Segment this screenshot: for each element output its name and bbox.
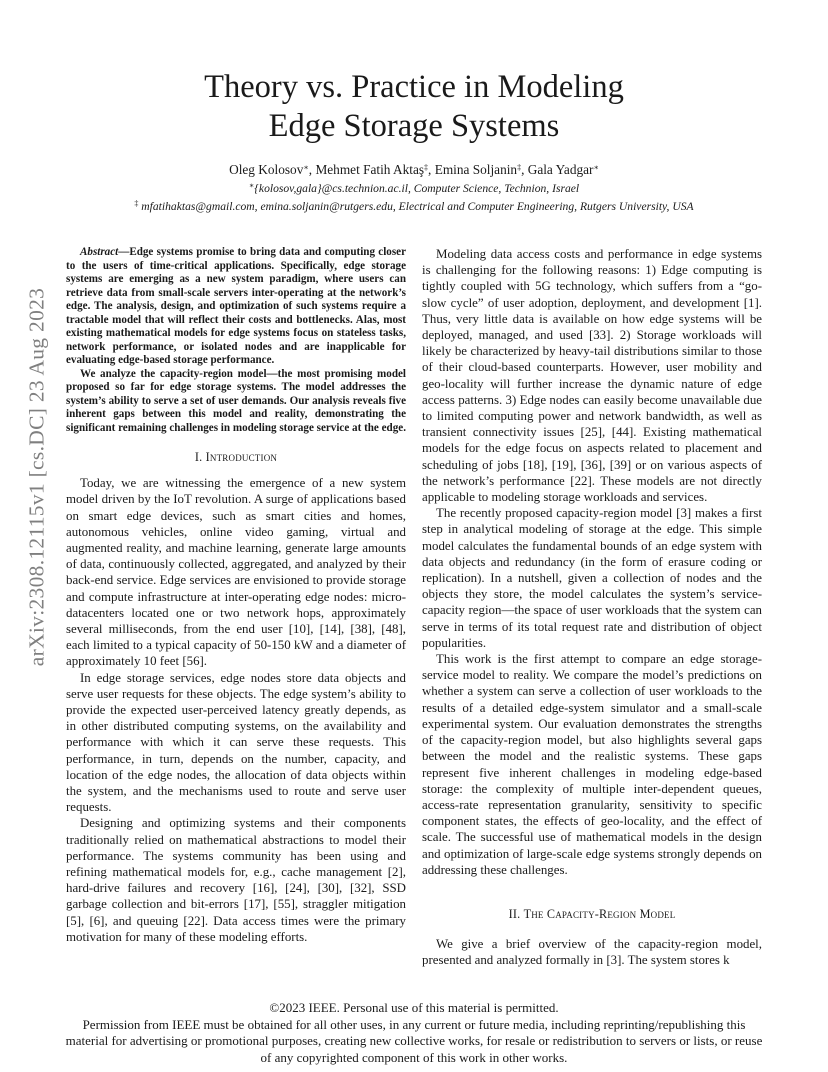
affiliation-mark: ∗ — [248, 181, 255, 190]
author-name: Emina Soljanin — [434, 162, 518, 177]
body-paragraph: Today, we are witnessing the emergence of a new system model driven by the IoT revolution. A surge of applications based on smart edge devices, such as smart cities and homes, autonomous vehicles, online video gaming, virtual and augmented reality, and machine learning, generate large amounts of data, continuously collected, aggregated, and analyzed by their back-end service. Edge services are envisioned to provide storage and compute infrastructure at inter-operating edge nodes: micro-datacenters located one or two network hops, approximately several milliseconds, from the end user [10], [14], [38], [48], each limited to a typical capacity of 50-150 kW and a diameter of approximately 10 feet [56]. — [66, 476, 406, 669]
section-number: I. — [194, 450, 203, 464]
arxiv-id-text: arXiv:2308.12115v1 [cs.DC] 23 Aug 2023 — [24, 287, 49, 667]
author-name: Oleg Kolosov — [229, 162, 304, 177]
permission-notice: Permission from IEEE must be obtained for all other uses, in any current or future media, including reprinting/republishing this material for advertising or promotional purposes, creating new collective works, for resale or redistribution to servers or lists, or reuse of any copyrighted component of this work in other works. — [65, 1016, 763, 1065]
body-paragraph: This work is the first attempt to compare an edge storage-service model to reality. We compare the model’s predictions on whether a system can serve a collection of user workloads to the results of a detailed edge-system simulator and a small-scale experimental system. Our evaluation demonstrates the strengths of the capacity-region model, but also highlights several gaps between the model and the realistic systems. These gaps represent five inherent challenges in modeling edge-based storage: the complexity of multiple inter-dependent queues, access-rate representation granularity, sensitivity to specific component states, the effects of geo-locality, and the effect of scale. The successful use of mathematical models in the design and optimization of large-scale edge systems strongly depends on addressing these challenges. — [422, 652, 762, 877]
right-column — [422, 246, 762, 969]
section-heading-capacity-region-model — [422, 906, 762, 922]
affiliation-mark: ∗ — [593, 163, 599, 172]
arxiv-side-identifier — [22, 282, 52, 672]
abstract — [66, 246, 406, 435]
section-title: Introduction — [205, 450, 278, 464]
body-paragraph: Modeling data access costs and performance in edge systems is challenging for the following reasons: 1) Edge computing is tightly coupled with 5G technology, which suffers from a “go-slow cycle” of user adoption, deployment, and development [1]. Thus, very little data is available on how edge systems will be deployed, managed, and used [33]. 2) Storage workloads will likely be characterized by heavy-tail distributions similar to those of their cloud-based counterparts. However, user mobility and geo-locality will further increase the dynamic nature of edge access patterns. 3) Edge nodes can easily become unavailable due to limited computing power and network bandwidth, as well as transient connectivity issues [25], [44]. Existing mathematical models for the edge focus on aspects related to placement and scheduling of jobs [18], [19], [36], [39] or on various aspects of the network’s performance [22]. These models are not directly applicable to modeling storage workloads and services. — [422, 247, 762, 505]
affiliation-mark: ∗ — [303, 163, 309, 172]
abstract-text-1: —Edge systems promise to bring data and computing closer to the users of time-critical applications. Specifically, edge storage systems are emerging as a new system paradigm, where users can retrieve data from small-scale servers inter-operating at the network’s edge. The analysis, design, and optimization of such systems require a tractable model that will reflect their costs and bottlenecks. Alas, most existing mathematical models for edge systems focus on stateless tasks, network performance, or isolated nodes and are inapplicable for evaluating edge-based storage performance. — [66, 246, 406, 366]
section-title: The Capacity-Region Model — [523, 906, 676, 921]
copyright-line: ©2023 IEEE. Personal use of this material is permitted. — [269, 1000, 559, 1015]
abstract-label: Abstract — [80, 246, 119, 258]
paper-title-line-2: Edge Storage Systems — [268, 108, 560, 144]
author-name: Gala Yadgar — [527, 162, 594, 177]
affiliation-line-2 — [0, 199, 828, 213]
left-column — [66, 246, 406, 945]
body-paragraph: Designing and optimizing systems and their components traditionally relied on mathematical abstractions to model their performance. The systems community has been using and refining mathematical models for, e.g., cache management [2], hard-drive failures and recovery [16], [24], [30], [32], SSD garbage collection and bit-errors [17], [55], straggler mitigation [5], [6], and queuing [22]. Data access times were the primary motivation for many of these modeling efforts. — [66, 816, 406, 944]
author-name: Mehmet Fatih Aktaş — [315, 162, 425, 177]
copyright-footer — [60, 1000, 768, 1066]
abstract-paragraph-2: We analyze the capacity-region model—the most promising model proposed so far for edge storage systems. The model addresses the system’s ability to serve a set of user demands. Our analysis reveals five inherent gaps between this model and reality, demonstrating the significant remaining challenges in modeling storage service at the edge. — [66, 367, 406, 434]
affiliation-mark: ‡ — [424, 163, 429, 172]
affiliation-text: mfatihaktas@gmail.com, emina.soljanin@rutgers.edu, Electrical and Computer Engineering, Rutgers University, USA — [141, 200, 694, 213]
body-paragraph: In edge storage services, edge nodes store data objects and serve user requests for these objects. The edge system’s ability to provide the expected user-perceived latency greatly depends, as in other distributed computing systems, on the availability and performance with which it can serve these requests. This performance, in turn, depends on the number, capacity, and location of the edge nodes, the allocation of data objects within the system, and the mechanisms used to route and serve user requests. — [66, 670, 406, 815]
affiliation-text: {kolosov,gala}@cs.technion.ac.il, Computer Science, Technion, Israel — [254, 182, 580, 195]
affiliation-mark: ‡ — [517, 163, 522, 172]
author-list: Oleg Kolosov∗, Mehmet Fatih Aktaş‡, Emina Soljanin‡, Gala Yadgar∗ — [229, 162, 599, 177]
affiliation-mark: ‡ — [134, 199, 139, 208]
body-paragraph: The recently proposed capacity-region model [3] makes a first step in analytical modeling of storage at the edge. This simple model calculates the fundamental bounds of an edge system with data objects and redundancy (in the form of erasure coding or replication). In a nutshell, given a collection of nodes and the objects they store, the model calculates the system’s service-capacity region—the space of user workloads that the system can serve in terms of its total request rate and distribution of object popularities. — [422, 506, 762, 650]
section-heading-introduction — [66, 449, 406, 465]
paper-title-line-1: Theory vs. Practice in Modeling — [204, 69, 624, 105]
body-paragraph: We give a brief overview of the capacity-region model, presented and analyzed formally in [3]. The system stores k — [422, 937, 762, 968]
abstract-paragraph-1 — [66, 246, 406, 368]
affiliation-line-1 — [0, 181, 828, 195]
section-number: II. — [508, 906, 521, 921]
